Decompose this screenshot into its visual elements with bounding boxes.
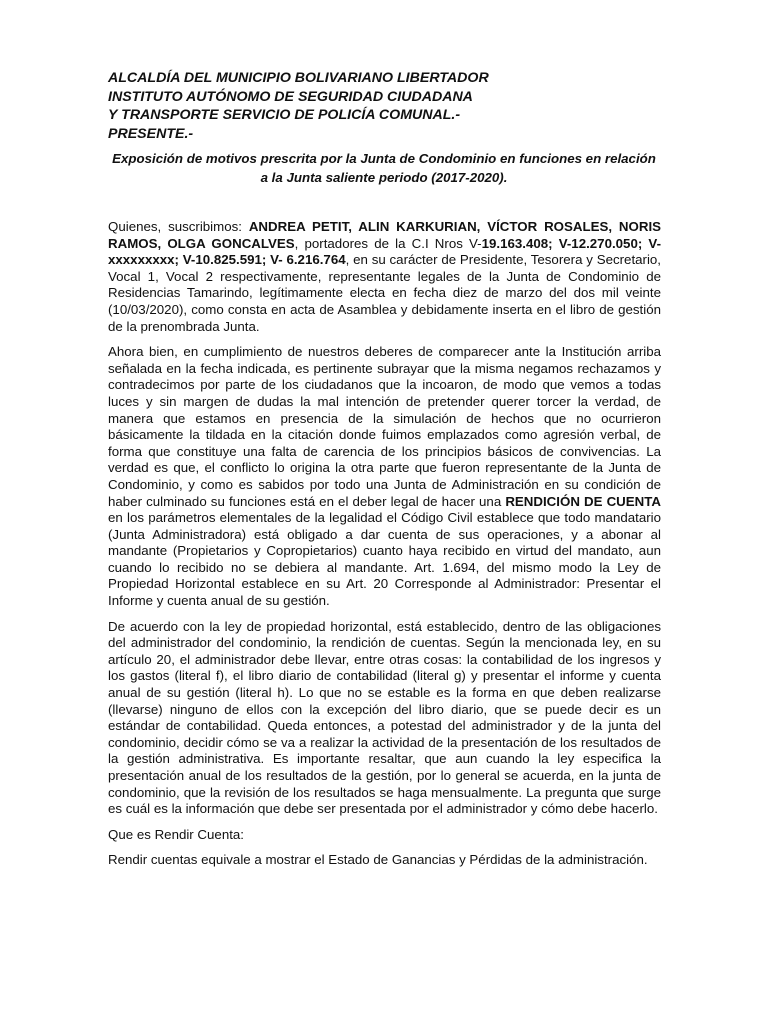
paragraph-text: en los parámetros elementales de la legalidad el Código Civil establece que todo mandatario (Junta Administradora) está obligado a dar cuenta de sus operaciones, y a abonar al mandante (Propietarios y Copropietarios) cuanto haya recibido en virtud del mandato, aun cuando lo recibido no se debiera al mandante. Art. 1.694, del mismo modo la Ley de Propiedad Horizontal establece en su Art. 20 Corresponde al Administrador: Presentar el Informe y cuenta anual de su gestión. — [108, 510, 661, 609]
document-body — [108, 219, 661, 878]
emphasis-rendicion: RENDICIÓN DE CUENTA — [505, 493, 661, 509]
addressee-line: PRESENTE.- — [108, 125, 194, 142]
paragraph-text: Quienes, suscribimos: — [108, 219, 249, 234]
paragraph-law: De acuerdo con la ley de propiedad horizontal, está establecido, dentro de las obligaciones del administrador del condominio, la rendición de cuentas. Según la mencionada ley, en su artículo 20, el administrador debe llevar, entre otras cosas: la contabilidad de los ingresos y los gastos (literal f), el libro diario de contabilidad (literal g) y presentar el informe y cuenta anual de su gestión (literal h). Lo que no se estable es la forma en que deben realizarse (llevarse) ninguno de ellos con la excepción del libro diario, que se puede decir es un estándar de contabilidad. Queda entonces, a potestad del administrador y de la junta del condominio, decidir cómo se va a realizar la actividad de la presentación de los resultados de la gestión administrativa. Es importante resaltar, que aun cuando la ley especifica la presentación anual de los resultados de la gestión, por lo general se acuerda, en la junta de condominio, que la revisión de los resultados se haga mensualmente. La pregunta que surge es cuál es la información que debe ser presentada por el administrador y cómo debe hacerlo. — [108, 618, 661, 817]
addressee-block — [108, 69, 668, 143]
subject-heading: Exposición de motivos prescrita por la Junta de Condominio en funciones en relación a la Junta saliente periodo (2017-2020). — [112, 151, 656, 185]
addressee-line: INSTITUTO AUTÓNOMO DE SEGURIDAD CIUDADANA — [108, 88, 473, 105]
paragraph-statement — [108, 344, 661, 610]
paragraph-text: , en su carácter de Presidente, Tesorera y Secretario, Vocal 1, Vocal 2 respectivamente, representante legales de la Junta de Condominio de Residencias Tamarindo, legítimamente electa en fecha diez de marzo del dos mil veinte (10/03/2020), como consta en acta de Asamblea y debidamente inserta en el libro de gestión de la prenombrada Junta. — [108, 252, 662, 334]
paragraph-signatories — [108, 219, 661, 335]
paragraph-definition: Rendir cuentas equivale a mostrar el Estado de Ganancias y Pérdidas de la administración. — [108, 852, 648, 868]
addressee-line: ALCALDÍA DEL MUNICIPIO BOLIVARIANO LIBERTADOR — [108, 70, 489, 86]
id-numbers: 19.163.408; V-12.270.050; V-xxxxxxxxx; V-10.825.591; V- 6.216.764 — [108, 235, 661, 268]
paragraph-text: Ahora bien, en cumplimiento de nuestros deberes de comparecer ante la Institución arriba señalada en la fecha indicada, es pertinente subrayar que la misma negamos rechazamos y contradecimos por parte de los ciudadanos que la incoaron, de modo que vemos a todas luces y sin margen de dudas la mal intención de pretender querer torcer la verdad, de manera que estamos en presencia de la simulación de hechos que no ocurrieron básicamente la tildada en la citación donde fuimos emplazados como agresión verbal, de forma que constituye una falta de carencia de los principios básicos de convivencias. La verdad es que, el conflicto lo origina la otra parte que fueron representante de la Junta de Condominio, y como es sabidos por todo una Junta de Administración en su condición de haber culminado su funciones está en el deber legal de hacer una — [108, 344, 661, 509]
paragraph-text: , portadores de la C.I Nros V- — [294, 235, 482, 251]
paragraph-question: Que es Rendir Cuenta: — [108, 826, 245, 842]
signatory-names: ANDREA PETIT, ALIN KARKURIAN, VÍCTOR ROSALES, NORIS RAMOS, OLGA GONCALVES — [108, 219, 662, 251]
addressee-line: Y TRANSPORTE SERVICIO DE POLICÍA COMUNAL.- — [108, 107, 461, 123]
